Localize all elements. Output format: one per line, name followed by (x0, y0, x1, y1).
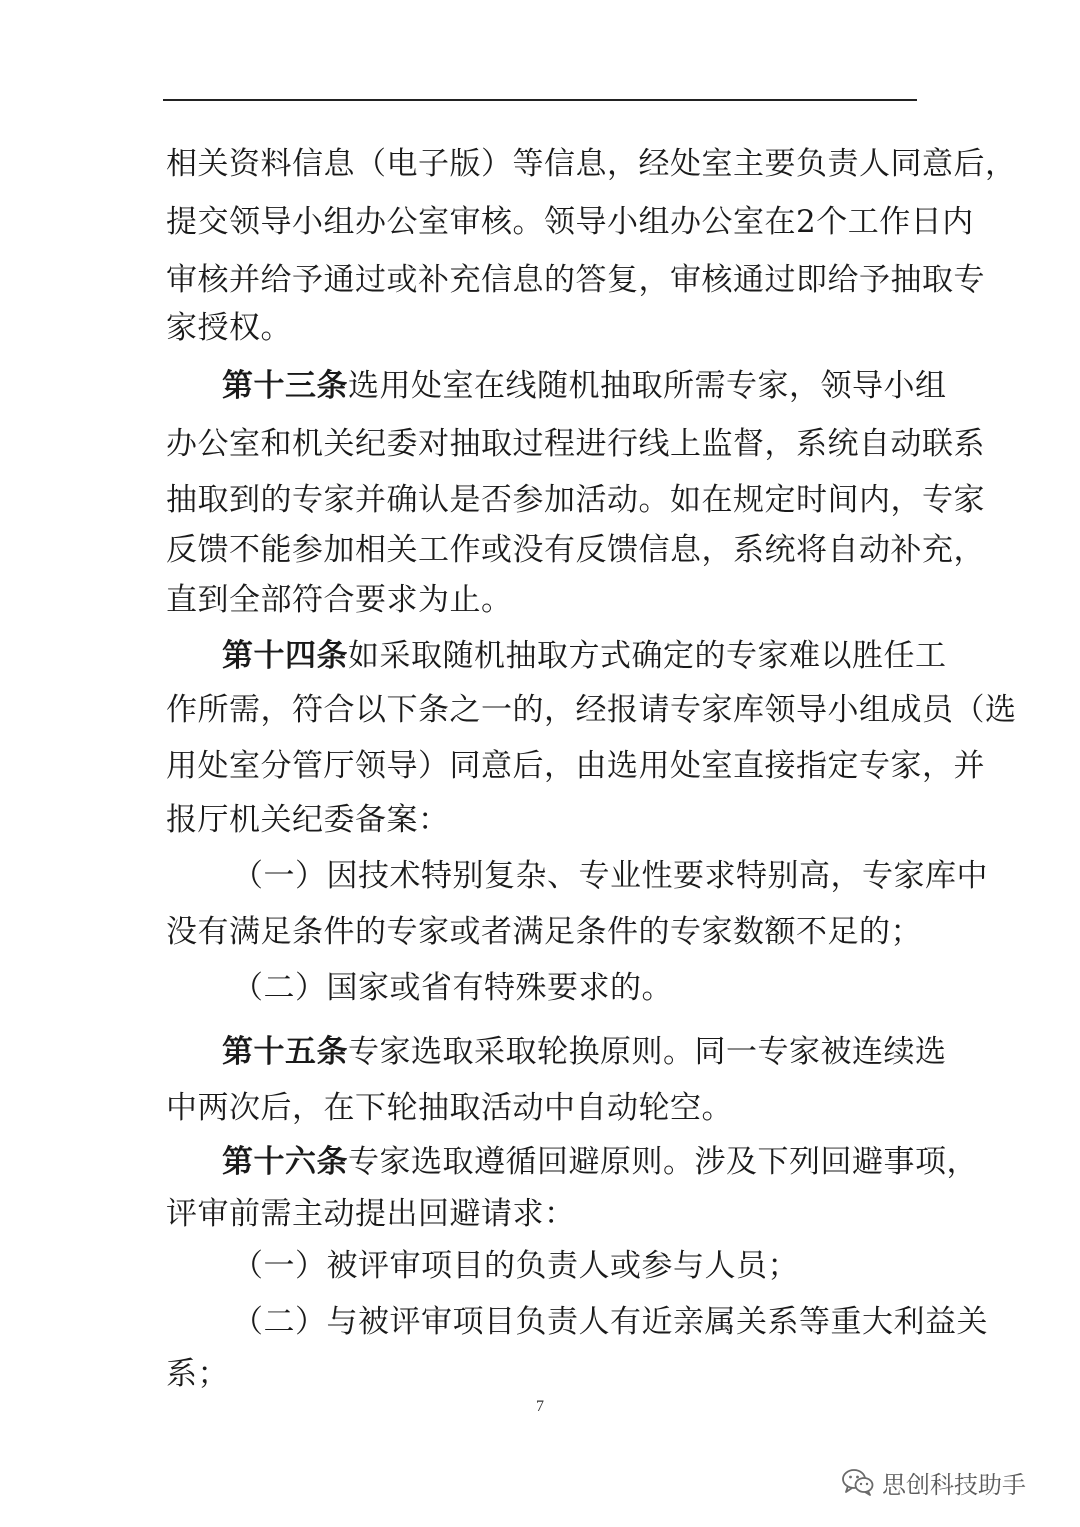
page-number: 7 (536, 1398, 544, 1415)
text-line: 没有满足条件的专家或者满足条件的专家数额不足的； (166, 914, 922, 950)
text-line: 直到全部符合要求为止。 (166, 582, 513, 618)
text-line: 报厅机关纪委备案： (166, 802, 450, 838)
list-item: （一）被评审项目的负责人或参与人员； (232, 1248, 799, 1284)
text-line: 反馈不能参加相关工作或没有反馈信息，系统将自动补充， (166, 532, 985, 568)
article-14-text: 如采取随机抽取方式确定的专家难以胜任工 (348, 638, 947, 674)
watermark (842, 1462, 1026, 1502)
text-line: 家授权。 (166, 310, 292, 346)
article-16-first-line (222, 1142, 978, 1182)
watermark-text: 思创科技助手 (882, 1470, 1026, 1499)
list-item: （二）国家或省有特殊要求的。 (232, 970, 673, 1006)
article-13-label: 第十三条 (222, 368, 348, 404)
text-line: 中两次后，在下轮抽取活动中自动轮空。 (166, 1090, 733, 1126)
text-line: 提交领导小组办公室审核。领导小组办公室在2个工作日内 (166, 204, 974, 240)
text-line: 系； (166, 1356, 229, 1392)
text-line: 抽取到的专家并确认是否参加活动。如在规定时间内，专家 (166, 482, 985, 518)
article-14-first-line (222, 636, 947, 676)
text-line: 相关资料信息（电子版）等信息，经处室主要负责人同意后， (166, 146, 1017, 182)
header-rule (163, 99, 917, 101)
text-line: 评审前需主动提出回避请求： (166, 1196, 576, 1232)
article-15-label: 第十五条 (222, 1034, 348, 1070)
article-14-label: 第十四条 (222, 638, 348, 674)
article-15-text: 专家选取采取轮换原则。同一专家被连续选 (348, 1034, 947, 1070)
list-item: （二）与被评审项目负责人有近亲属关系等重大利益关 (232, 1304, 988, 1340)
text-line: 办公室和机关纪委对抽取过程进行线上监督，系统自动联系 (166, 426, 985, 462)
text-line: 用处室分管厅领导）同意后，由选用处室直接指定专家，并 (166, 748, 985, 784)
article-13-text: 选用处室在线随机抽取所需专家，领导小组 (348, 368, 947, 404)
text-line: 审核并给予通过或补充信息的答复，审核通过即给予抽取专 (166, 262, 985, 298)
wechat-icon (842, 1468, 874, 1496)
text-line: 作所需，符合以下条之一的，经报请专家库领导小组成员（选 (166, 692, 1017, 728)
article-16-text: 专家选取遵循回避原则。涉及下列回避事项， (348, 1144, 978, 1180)
article-15-first-line (222, 1032, 947, 1072)
list-item: （一）因技术特别复杂、专业性要求特别高，专家库中 (232, 858, 988, 894)
article-13-first-line (222, 366, 947, 406)
article-16-label: 第十六条 (222, 1144, 348, 1180)
